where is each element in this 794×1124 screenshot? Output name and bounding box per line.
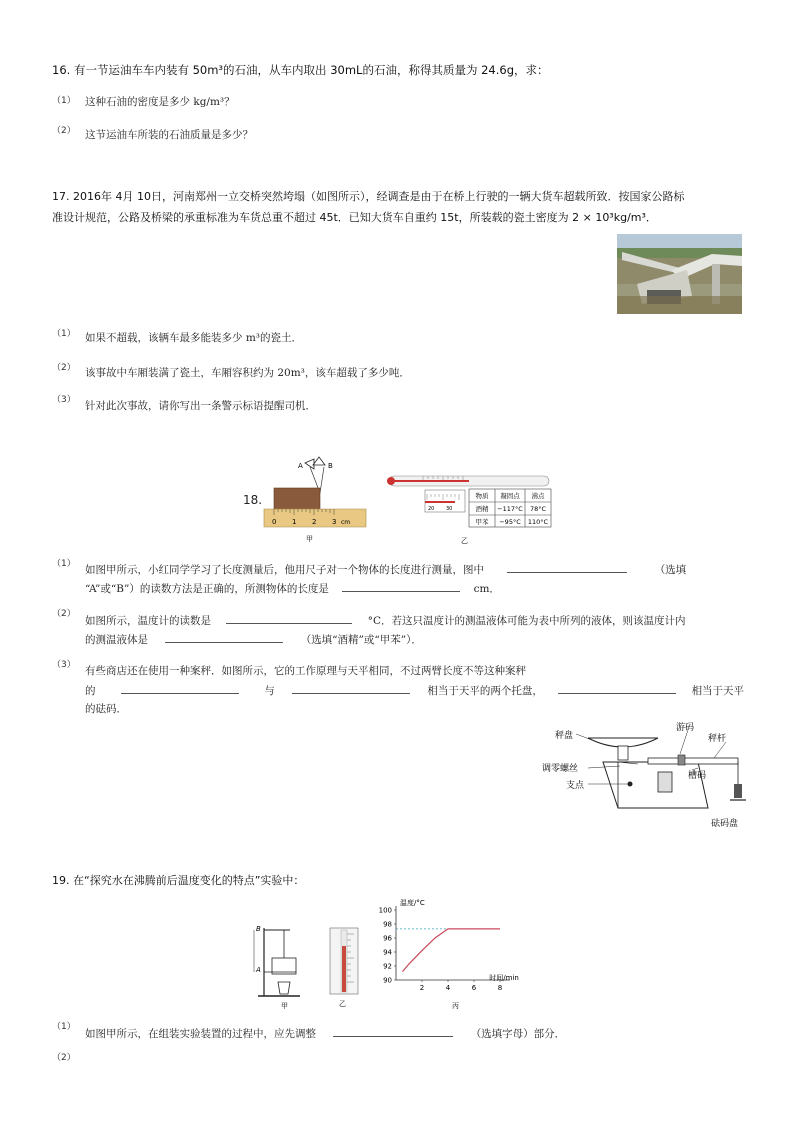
chart-y-tick-label: 90 [383,976,392,985]
scale-label-beam: 秤杆 [708,734,727,744]
fig19-jia-caption: 甲 [281,1002,288,1010]
point-a-label: A [298,462,303,470]
q17-sub3-text: 针对此次事故，请你写出一条警示标语提醒司机． [85,400,316,412]
chart-x-tick-label: 4 [445,984,451,992]
chart-y-tick-label: 100 [378,906,392,915]
therm-scale-30: 30 [446,506,453,512]
q16-stem: 16. 有一节运油车车内装有 50m³的石油，从车内取出 30mL的石油，称得其质量为 24.6g，求： [52,63,549,77]
thermometer-closeup-figure [328,926,360,1010]
q17-sub3-number: （3） [52,395,76,405]
q17-sub1-number: （1） [52,329,76,339]
chart-y-tick-label: 94 [383,948,392,957]
ruler-tick-3: 3 [332,518,337,526]
q18-sub1-line1 [85,560,745,580]
q16-sub1-text: 这种石油的密度是多少 kg/m³？ [85,96,235,108]
q16-sub1-number: （1） [52,96,76,106]
ruler-tick-1: 1 [292,518,297,526]
q18-sub1-blank-1[interactable] [507,560,627,573]
q19-sub1-blank[interactable] [333,1024,453,1037]
q19-sub1-number: （1） [52,1022,76,1032]
bridge-collapse-photo [617,234,742,314]
q17-sub2-number: （2） [52,363,76,373]
chart-x-tick-label: 6 [471,984,477,992]
q18-sub1-number: （1） [52,559,76,569]
q17-stem-line1: 17. 2016年 4月 10日，河南郑州一立交桥突然垮塌（如图所示），经调查是由于在桥上行驶的一辆大货车超载所致．按国家公路标 [52,190,685,203]
q18-sub2-line2 [85,630,422,650]
q18-sub3-line1: 有些商店还在使用一种案秤．如图所示，它的工作原理与天平相同，不过两臂长度不等这种案秤 [85,665,526,677]
therm-scale-20: 20 [428,506,435,512]
chart-y-tick-label: 98 [383,920,392,929]
table-header-boiling: 沸点 [531,492,545,500]
q18-sub3-number: （3） [52,660,76,670]
q18-sub2-number: （2） [52,609,76,619]
q16-sub2-text: 这节运油车所装的石油质量是多少？ [85,129,253,141]
q17-sub1-text: 如果不超载，该辆车最多能装多少 m³的瓷土． [85,332,303,344]
chart-x-tick-label: 2 [419,984,425,992]
apparatus-label-a: A [256,966,261,974]
q18-sub2-blank-1[interactable] [226,611,352,624]
point-b-label: B [328,462,333,470]
scale-label-screw: 调零螺丝 [542,764,579,774]
q18-sub3-text-d: 相当于天平的两个托盘， [427,685,543,697]
ruler-tick-2: 2 [312,518,317,526]
chart-x-tick-label: 8 [497,984,503,992]
q18-sub3-blank-3[interactable] [558,681,676,694]
fig19-yi-caption: 乙 [339,1000,346,1008]
fig19-bing-caption: 丙 [452,1002,459,1010]
q19-sub2-number: （2） [52,1053,76,1063]
q18-sub2-text-b: °C．若这只温度计的测温液体可能为表中所列的液体，则该温度计内 [367,615,686,627]
q18-sub1-line2 [85,579,500,599]
chart-y-axis-label: 温度/°C [400,899,425,907]
ruler-figure [262,455,368,545]
table-cell-alcohol: 酒精 [475,505,489,513]
q19-sub1-text-a: 如图甲所示，在组装实验装置的过程中，应先调整 [85,1028,316,1040]
chart-series-line [403,929,501,972]
eye-icon [305,459,314,469]
table-header-substance: 物质 [475,492,489,500]
q18-sub3-text-b: 的 [85,685,96,697]
q19-sub1-line [85,1024,565,1044]
q18-sub3-text-e: 相当于天平 [691,685,745,697]
counter-scale-figure [542,722,773,832]
q17-stem-line2: 准设计规范，公路及桥梁的承重标准为车货总重不超过 45t．已知大货车自重约 15t，所装载的瓷土密度为 2 × 10³kg/m³． [52,211,657,224]
q18-sub3-blank-1[interactable] [121,681,239,694]
q17-sub2-text: 该事故中车厢装满了瓷土，车厢容积约为 20m³，该车超载了多少吨． [85,367,410,379]
q18-sub3-blank-2[interactable] [292,681,410,694]
q16-sub2-number: （2） [52,126,76,136]
thermometer-table-figure [383,472,555,547]
q18-sub1-blank-2[interactable] [342,579,460,592]
q18-sub1-text-c: “A”或“B”）的读数方法是正确的，所测物体的长度是 [85,583,329,595]
chart-y-tick-label: 96 [383,934,392,943]
q18-sub1-text-a: 如图甲所示，小红同学学习了长度测量后，他用尺子对一个物体的长度进行测量，图中 [85,564,484,576]
q18-sub2-line1 [85,611,685,631]
boiling-apparatus-figure [250,918,320,1010]
q18-sub3-line2 [85,681,745,701]
q18-sub2-blank-2[interactable] [165,630,283,643]
table-cell-toluene: 甲苯 [475,518,489,526]
ruler-unit: cm [341,519,351,526]
q18-sub1-text-b: （选填 [654,564,687,576]
chart-x-axis-label: 时间/min [489,974,519,982]
table-cell-alcohol-boiling: 78°C [529,505,547,513]
scale-label-weight-pan: 砝码盘 [711,819,739,829]
q18-sub3-line3: 的砝码． [85,703,127,715]
q18-label: 18. [243,493,263,507]
table-cell-toluene-freezing: −95°C [499,518,521,526]
q18-sub2-text-d: （选填“酒精”或“甲苯”）． [300,634,422,646]
scale-label-pan: 秤盘 [555,731,574,741]
fig-jia-caption: 甲 [306,535,313,543]
fig-yi-caption: 乙 [461,537,468,545]
table-cell-alcohol-freezing: −117°C [497,505,523,513]
chart-y-tick-label: 92 [383,962,392,971]
q18-sub2-text-c: 的测温液体是 [85,634,148,646]
scale-label-weight: 槽码 [688,771,707,781]
table-cell-toluene-boiling: 110°C [527,518,549,526]
q19-sub1-text-b: （选填字母）部分． [470,1028,566,1040]
scale-label-pivot: 支点 [566,781,585,791]
q18-sub2-text-a: 如图所示，温度计的读数是 [85,615,211,627]
q18-sub1-text-d: cm． [473,583,500,595]
q19-stem: 19. 在“探究水在沸腾前后温度变化的特点”实验中： [52,874,305,887]
ruler-tick-0: 0 [272,518,277,526]
table-header-freezing: 凝固点 [500,492,520,500]
scale-label-rider: 游码 [676,723,695,733]
apparatus-label-b: B [256,925,261,933]
q18-sub3-text-c: 与 [264,685,275,697]
temperature-time-chart [360,894,530,1012]
